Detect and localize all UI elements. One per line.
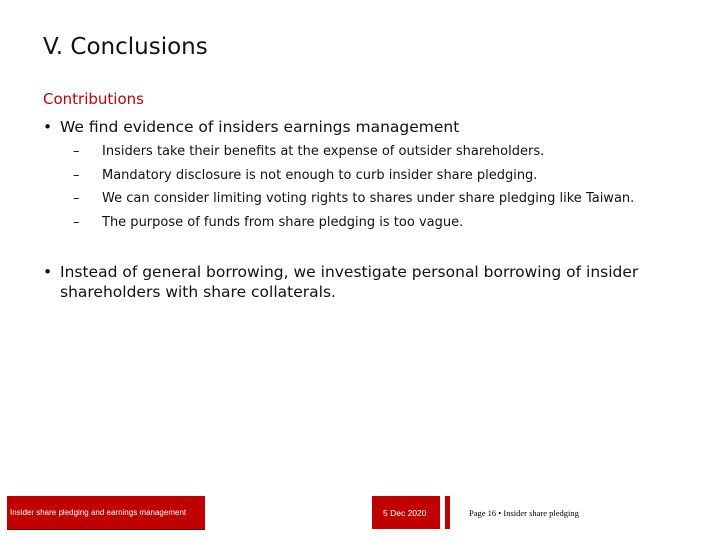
bullet-marker: • — [43, 118, 53, 136]
footer-title: Insider share pledging and earnings management — [10, 508, 187, 517]
bullet-item — [43, 117, 683, 137]
footer-date-box — [372, 496, 440, 529]
footer-title-box — [7, 496, 205, 530]
bullet-item — [43, 262, 683, 302]
sub-bullet-marker: – — [73, 215, 80, 230]
bullet-text: Instead of general borrowing, we investigate personal borrowing of insider shareholders with share collaterals. — [60, 263, 639, 301]
bullet-text: We find evidence of insiders earnings management — [60, 118, 460, 136]
sub-bullet-item — [73, 190, 693, 208]
sub-bullet-marker: – — [73, 191, 80, 206]
slide-title: V. Conclusions — [43, 34, 208, 60]
footer-date: 5 Dec 2020 — [383, 508, 427, 518]
sub-bullet-text: We can consider limiting voting rights to shares under share pledging like Taiwan. — [102, 191, 635, 206]
sub-bullet-text: Insiders take their benefits at the expense of outsider shareholders. — [102, 144, 545, 159]
sub-bullet-item — [73, 167, 693, 185]
bullet-marker: • — [43, 263, 53, 281]
section-heading: Contributions — [43, 90, 144, 108]
footer-page-number: Page 16 • Insider share pledging — [469, 508, 579, 518]
sub-bullet-item — [73, 143, 693, 161]
sub-bullet-text: The purpose of funds from share pledging is too vague. — [102, 215, 464, 230]
sub-bullet-text: Mandatory disclosure is not enough to curb insider share pledging. — [102, 168, 538, 183]
sub-bullet-marker: – — [73, 144, 80, 159]
footer-divider — [445, 496, 450, 529]
sub-bullet-marker: – — [73, 168, 80, 183]
sub-bullet-item — [73, 214, 693, 232]
